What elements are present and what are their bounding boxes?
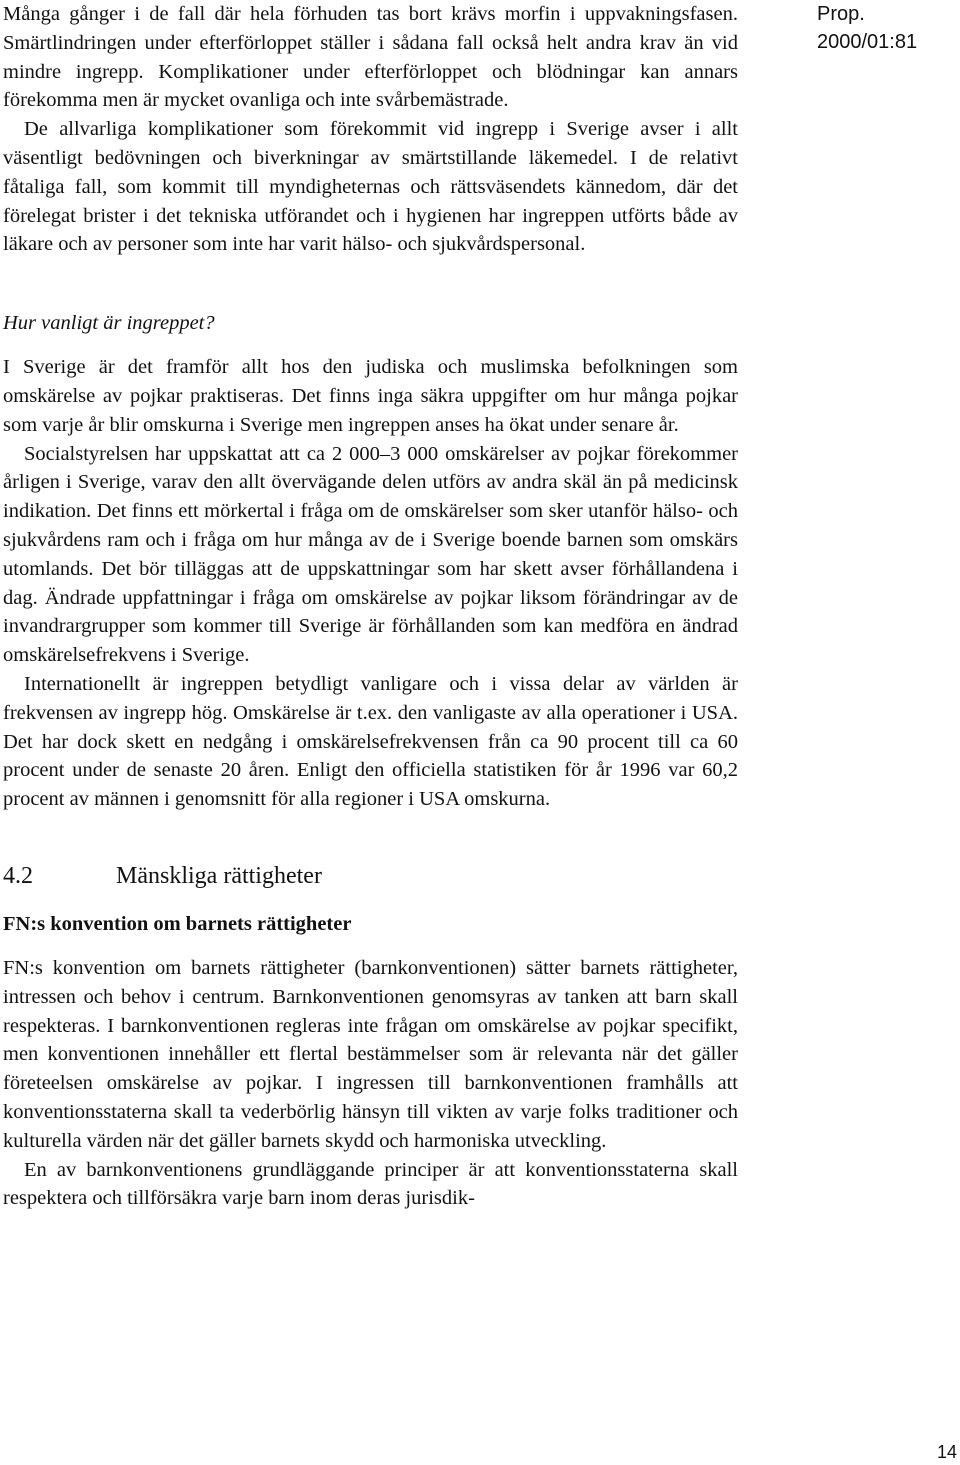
proposition-reference: Prop. 2000/01:81 bbox=[817, 3, 918, 53]
paragraph-prevalence-2: Socialstyrelsen har uppskattat att ca 2 000–3 000 omskärelser av pojkar förekommer årligen i Sverige, varav den allt övervägande delen utförs av andra skäl än på medicinsk indikation. Det finns ett mörkertal i fråga om de omskärelser som sker utanför hälso- och sjukvårdens ram och i fråga om hur många av de i Sverige boende barnen som omskärs utomlands. Det bör tilläggas att de uppskattningar som har skett avser förhållandena i dag. Ändrade uppfattningar i fråga om omskärelse av pojkar liksom förändringar av de invandrargrupper som kommer till Sverige är förhållanden som kan medföra en ändrad omskärelsefrekvens i Sverige. bbox=[3, 442, 738, 667]
paragraph-prevalence-3: Internationellt är ingreppen betydligt vanligare och i vissa delar av världen är frekvensen av ingrepp hög. Omskärelse är t.ex. den vanligaste av alla operationer i USA. Det har dock skett en nedgång i omskärelsefrekvensen från ca 90 procent till ca 60 procent under de senaste 20 åren. Enligt den officiella statistiken för år 1996 var 60,2 procent av männen i genomsnitt för alla regioner i USA omskurna. bbox=[3, 672, 738, 811]
paragraph-rights-2: En av barnkonventionens grundläggande principer är att konventionsstaterna skall respektera och tillförsäkra varje barn inom deras jurisdik- bbox=[3, 1158, 738, 1210]
subheading-prevalence: Hur vanligt är ingreppet? bbox=[3, 312, 215, 335]
section-title: Mänskliga rättigheter bbox=[116, 862, 322, 889]
section-heading-human-rights bbox=[3, 860, 738, 892]
section-number: 4.2 bbox=[3, 862, 33, 889]
page-number: 14 bbox=[937, 1442, 958, 1462]
paragraph-intro-1: Många gånger i de fall där hela förhuden tas bort krävs morfin i uppvakningsfasen. Smärtlindringen under efterförloppet ställer i sådana fall också helt andra krav än vid mindre ingrepp. Komplikationer under efterförloppet och blödningar kan annars förekomma men är mycket ovanliga och inte svårbemästrade. bbox=[3, 3, 738, 112]
paragraph-intro-2: De allvarliga komplikationer som förekommit vid ingrepp i Sverige avser i allt väsentligt bedövningen och biverkningar av smärtstillande läkemedel. I de relativt fåtaliga fall, som kommit till myndigheternas och rättsväsendets kännedom, där det förelegat brister i det tekniska utförandet och i hygienen har ingreppen utförts både av läkare och av personer som inte har varit hälso- och sjukvårdspersonal. bbox=[3, 118, 738, 256]
paragraph-rights-1: FN:s konvention om barnets rättigheter (barnkonventionen) sätter barnets rättigheter, intressen och behov i centrum. Barnkonventionen genomsyras av tanken att barn skall respekteras. I barnkonventionen regleras inte frågan om omskärelse av pojkar specifikt, men konventionen innehåller ett flertal bestämmelser som är relevanta när det gäller företeelsen omskärelse av pojkar. I ingressen till barnkonventionen framhålls att konventionsstaterna skall ta vederbörlig hänsyn till vikten av varje folks traditioner och kulturella värden när det gäller barnets skydd och harmoniska utveckling. bbox=[3, 956, 738, 1152]
subheading-convention: FN:s konvention om barnets rättigheter bbox=[3, 912, 352, 935]
document-body bbox=[3, 0, 738, 1213]
paragraph-prevalence-1: I Sverige är det framför allt hos den judiska och muslimska befolkningen som omskärelse av pojkar praktiseras. Det finns inga säkra uppgifter om hur många pojkar som varje år blir omskurna i Sverige men ingreppen anses ha ökat under senare år. bbox=[3, 356, 738, 436]
